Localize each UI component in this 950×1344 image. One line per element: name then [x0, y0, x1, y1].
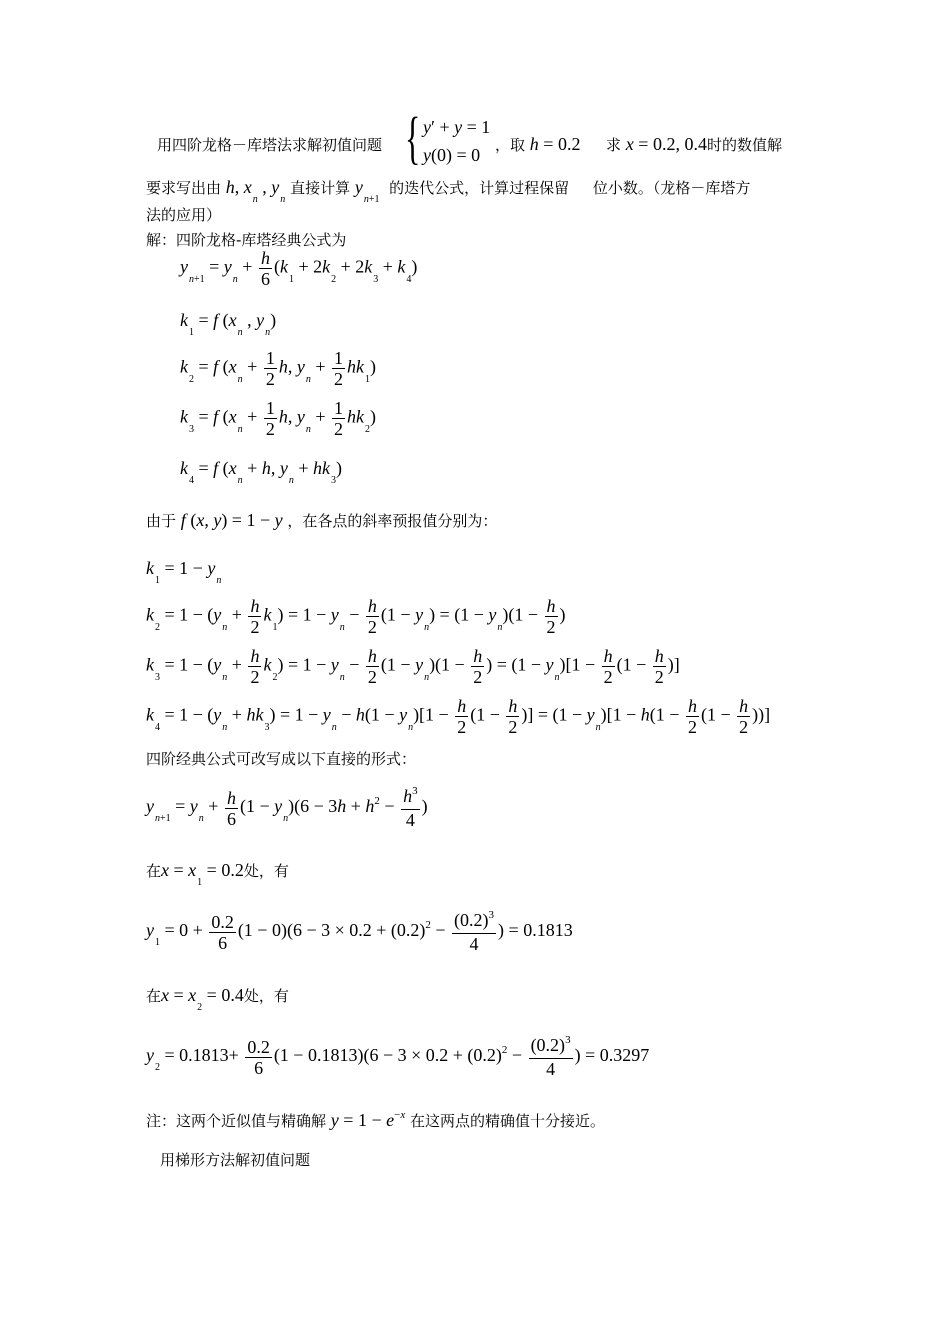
direct-formula: $y_{n+1} = y_n$ + $\frac{h}{6}$ $(1 - y_n)(6 - 3h + h^2$ − $\frac{h^3}{4}$ ) — [146, 785, 428, 830]
y2-calc: $y_2 = 0.1813+$ $\frac{0.2}{6}$ $(1 - 0.1813)(6 - 3 \times 0.2 + (0.2)^2$ − $\frac{(0.2)^3}{4}$ ) = 0.3297 — [146, 1034, 650, 1079]
rewrite-intro: 四阶经典公式可改写成以下直接的形式： — [146, 750, 417, 768]
problem-ask: 求 x = 0.2, 0.4时的数值解 — [606, 134, 782, 154]
ivp-initial: y(0) = 0 — [423, 145, 481, 165]
next-problem: 用梯形方法解初值问题 — [160, 1151, 311, 1169]
y1-calc: $y_1 = 0$ + $\frac{0.2}{6}$ $(1 - 0)(6 - 3 \times 0.2 + (0.2)^2$ − $\frac{(0.2)^3}{4}$ ) = 0.1813 — [146, 909, 573, 954]
solution-heading: 解：四阶龙格-库塔经典公式为 — [146, 231, 347, 249]
k3-formula: $k_3 = f$ ($x_n$ + $\frac{1}{2}$ h, $y_n$ + $\frac{1}{2}$ $hk_2$) — [180, 398, 376, 439]
k1-formula: $k_1 = f$ ($x_n$ , $y_n$) — [180, 310, 277, 338]
at-x2: 在$x = x_2 = 0.4$处，有 — [146, 985, 289, 1013]
slope-k4: $k_4 = 1 - (y_n + hk_3) = 1 - y_n - h(1 - y_n)[1$ − $\frac{h}{2}$ (1 − $\frac{h}{2}$ )] = $(1 - y_n)[1 - h(1$ − $\frac{h}{2}$ (1 − $\frac{h}{2}$ ))] — [146, 696, 771, 737]
ivp-brace: { — [405, 105, 421, 170]
rk4-formula: $y_{n+1} = y_n$ + $\frac{h}{6}$ $(k_1 + 2k_2 + 2k_3 + k_4)$ — [180, 248, 418, 289]
problem-step: ，取 h = 0.2 — [495, 134, 581, 154]
slope-k1: $k_1 = 1 - y_n$ — [146, 558, 222, 586]
problem-line3: 法的应用） — [146, 206, 222, 224]
problem-line2: 要求写出由 h, $x_n$ , $y_n$ 直接计算 $y_{n+1}$ 的迭代公式，计算过程保留 位小数。（龙格－库塔方 — [146, 177, 751, 205]
k2-formula: $k_2 = f$ ($x_n$ + $\frac{1}{2}$ h, $y_n$ + $\frac{1}{2}$ $hk_1$) — [180, 348, 376, 389]
k4-formula: $k_4 = f$ ($x_n + h$, $y_n + hk_3$) — [180, 458, 342, 486]
at-x1: 在$x = x_1 = 0.2$处，有 — [146, 860, 289, 888]
slope-k3: $k_3 = 1 - (y_n$ + $\frac{h}{2}$ $k_2) = 1 - y_n$ − $\frac{h}{2}$ $(1 - y_n)(1$ − $\frac{h}{2}$ ) = $(1 - y_n)[1$ − $\frac{h}{2}$ (1 − $\frac{h}{2}$ )] — [146, 646, 680, 687]
ivp-ode: y′ + y = 1 — [423, 117, 491, 137]
note: 注：这两个近似值与精确解 $y = 1 - e^{-x}$ 在这两点的精确值十分接近。 — [146, 1109, 606, 1130]
slope-k2: $k_2 = 1 - (y_n$ + $\frac{h}{2}$ $k_1) = 1 - y_n$ − $\frac{h}{2}$ $(1 - y_n) = (1 - y_n)(1$ − $\frac{h}{2}$ ) — [146, 596, 566, 637]
problem-intro: 用四阶龙格－库塔法求解初值问题 — [157, 136, 383, 154]
slope-intro: 由于 f (x, y) = 1 − y ，在各点的斜率预报值分别为： — [146, 510, 498, 530]
